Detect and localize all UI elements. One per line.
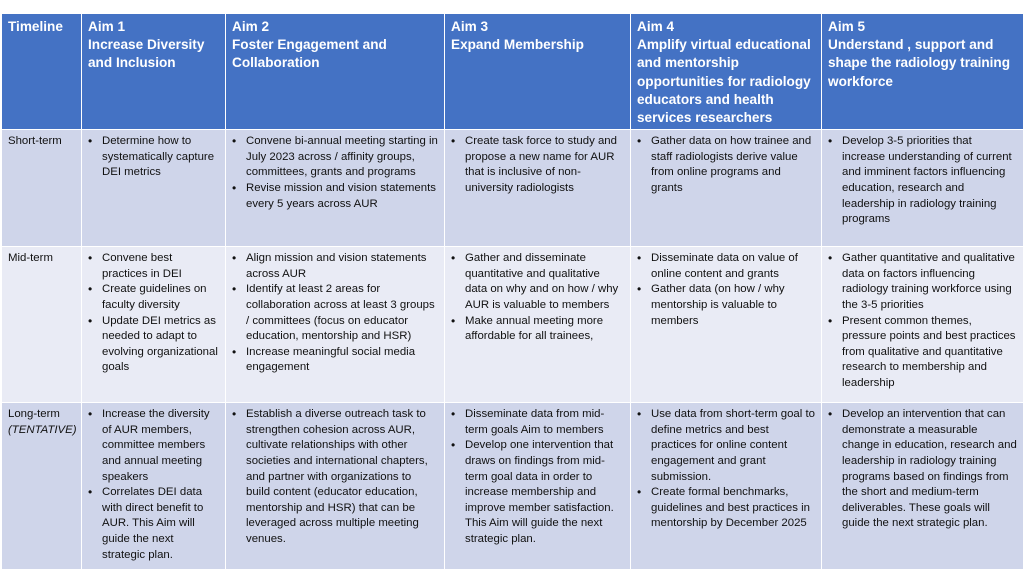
header-aim-1: Aim 1 Increase Diversity and Inclusion <box>82 14 226 130</box>
cell-aim-5 <box>822 403 1024 570</box>
header-aim-5: Aim 5 Understand , support and shape the radiology training workforce <box>822 14 1024 130</box>
cell-aim-4 <box>631 247 822 403</box>
cell-aim-4 <box>631 403 822 570</box>
cell-aim-1 <box>82 130 226 247</box>
list-item: • Identify at least 2 areas for collaboration across at least 3 groups / committees (focus on educator education, mentorship and HSR) <box>246 282 438 344</box>
cell-aim-2 <box>226 247 445 403</box>
cell-aim-5 <box>822 130 1024 247</box>
list-item: • Gather and disseminate quantitative and qualitative data on why and on how / why AUR is valuable to members <box>465 251 624 313</box>
list-item: • Gather data on how trainee and staff radiologists derive value from online programs and grants <box>651 134 815 196</box>
header-aim-3: Aim 3 Expand Membership <box>445 14 631 130</box>
cell-aim-4 <box>631 130 822 247</box>
list-item: • Increase the diversity of AUR members, committee members and annual meeting speakers <box>102 407 219 485</box>
list-item: • Create guidelines on faculty diversity <box>102 282 219 313</box>
list-item: • Revise mission and vision statements every 5 years across AUR <box>246 181 438 212</box>
list-item: • Gather quantitative and qualitative data on factors influencing radiology training workforce using the 3-5 priorities <box>842 251 1017 313</box>
cell-aim-1 <box>82 403 226 570</box>
header-row <box>2 14 1024 130</box>
row-mid-term <box>2 247 1024 403</box>
list-item: • Align mission and vision statements across AUR <box>246 251 438 282</box>
list-item: • Disseminate data on value of online content and grants <box>651 251 815 282</box>
header-aim-4: Aim 4 Amplify virtual educational and mentorship opportunities for radiology educators and health services researchers <box>631 14 822 130</box>
list-item: • Correlates DEI data with direct benefit to AUR. This Aim will guide the next strategic plan. <box>102 485 219 563</box>
list-item: • Disseminate data from mid-term goals Aim to members <box>465 407 624 438</box>
list-item: • Make annual meeting more affordable for all trainees, <box>465 314 624 345</box>
list-item: • Update DEI metrics as needed to adapt to evolving organizational goals <box>102 314 219 376</box>
cell-aim-2 <box>226 130 445 247</box>
cell-aim-5 <box>822 247 1024 403</box>
list-item: • Create formal benchmarks, guidelines and best practices in mentorship by December 2025 <box>651 485 815 532</box>
strategic-plan-table <box>1 13 1024 570</box>
cell-aim-3 <box>445 247 631 403</box>
list-item: • Create task force to study and propose a new name for AUR that is inclusive of non-university radiologists <box>465 134 624 196</box>
list-item: • Develop an intervention that can demonstrate a measurable change in education, research and leadership in radiology training programs based on findings from the short and medium-term deliverables. These goals will guide the next strategic plan. <box>842 407 1017 532</box>
tentative-note: (TENTATIVE) <box>8 423 77 436</box>
cell-aim-3 <box>445 403 631 570</box>
list-item: • Use data from short-term goal to define metrics and best practices for online content engagement and grant submission. <box>651 407 815 485</box>
header-timeline: Timeline <box>2 14 82 130</box>
list-item: • Develop one intervention that draws on findings from mid-term goal data in order to increase membership and improve member satisfaction. This Aim will guide the next strategic plan. <box>465 438 624 547</box>
list-item: • Increase meaningful social media engagement <box>246 345 438 376</box>
cell-aim-1 <box>82 247 226 403</box>
list-item: • Present common themes, pressure points and best practices from qualitative and quantitative research to membership and leadership <box>842 314 1017 392</box>
list-item: • Convene bi-annual meeting starting in July 2023 across / affinity groups, committees, grants and programs <box>246 134 438 181</box>
cell-aim-2 <box>226 403 445 570</box>
timeline-label: Mid-term <box>2 247 82 403</box>
row-short-term <box>2 130 1024 247</box>
list-item: • Determine how to systematically capture DEI metrics <box>102 134 219 181</box>
timeline-label: Short-term <box>2 130 82 247</box>
cell-aim-3 <box>445 130 631 247</box>
header-aim-2: Aim 2 Foster Engagement and Collaboration <box>226 14 445 130</box>
list-item: • Gather data (on how / why mentorship is valuable to members <box>651 282 815 329</box>
list-item: • Convene best practices in DEI <box>102 251 219 282</box>
list-item: • Establish a diverse outreach task to strengthen cohesion across AUR, cultivate relationships with other societies and international chapters, and partner with organizations to build content (educator education, mentorship and HSR) that can be leveraged across multiple meeting venues. <box>246 407 438 547</box>
row-long-term <box>2 403 1024 570</box>
list-item: • Develop 3-5 priorities that increase understanding of current and imminent factors influencing education, research and leadership in radiology training programs <box>842 134 1017 228</box>
timeline-label: Long-term (TENTATIVE) <box>2 403 82 570</box>
